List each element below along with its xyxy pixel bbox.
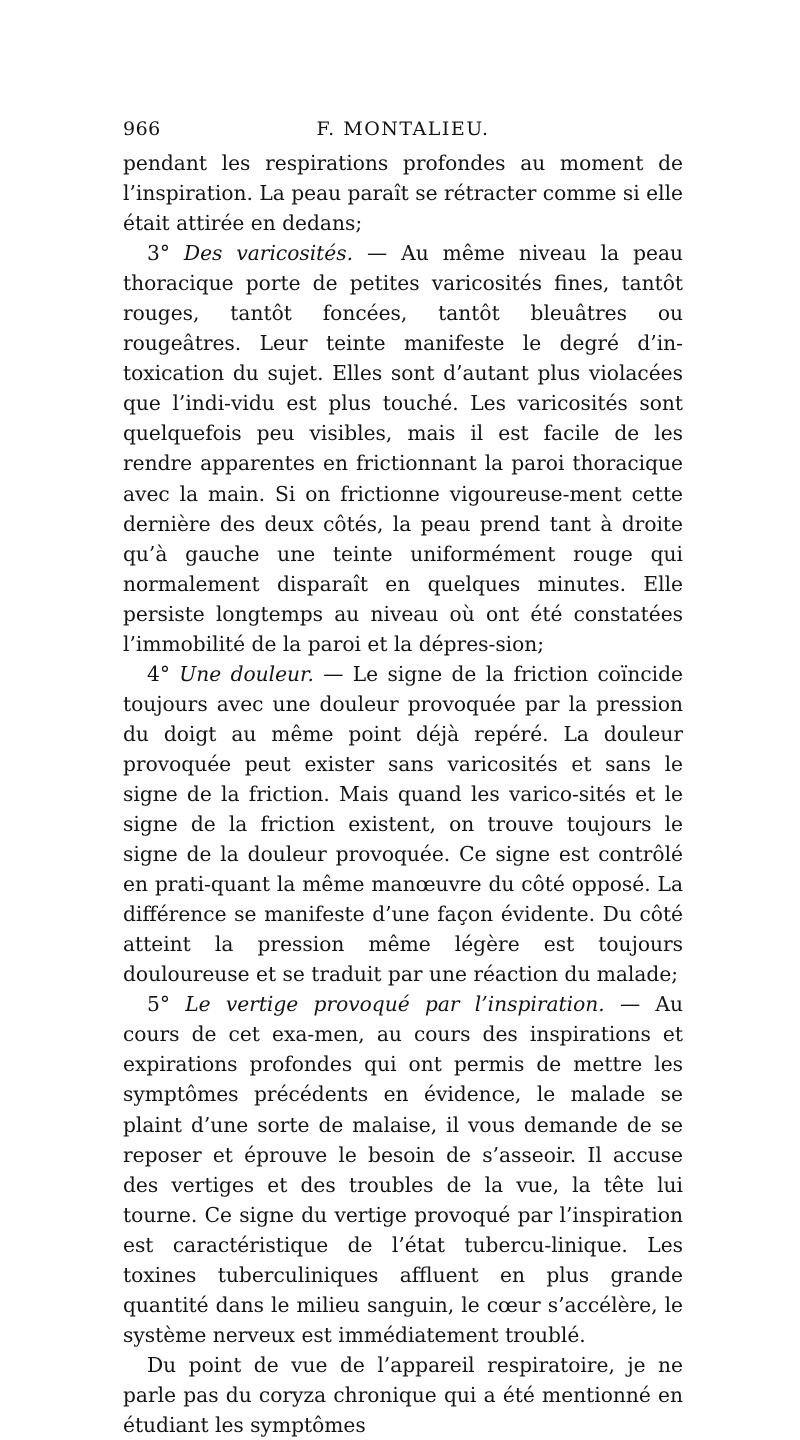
item-title: Des varicosités.	[183, 241, 354, 266]
running-head	[123, 118, 683, 148]
item-title: Une douleur.	[179, 661, 314, 686]
paragraph-continuation	[123, 148, 683, 238]
page-number: 966	[123, 118, 161, 140]
paragraph-text: — Au même niveau la peau thoracique porte de petites varicosités fines, tantôt rouges, tantôt foncées, tantôt bleuâtres ou rougeâtres. Leur teinte manifeste le degré d’in-toxication du sujet. Elles sont d’autant plus violacées que l’indi-vidu est plus touché. Les varicosités sont quelquefois peu visibles, mais il est facile de les rendre apparentes en frictionnant la paroi thoracique avec la main. Si on frictionne vigoureuse-ment cette dernière des deux côtés, la peau prend tant à droite qu’à gauche une teinte uniformément rouge qui normalement disparaît en quelques minutes. Elle persiste longtemps au niveau où ont été constatées l’immobilité de la paroi et la dépres-sion;	[123, 241, 683, 656]
paragraph-vertigo	[123, 989, 683, 1350]
book-page	[123, 118, 683, 1440]
paragraph-varicosities	[123, 238, 683, 659]
body-text	[123, 148, 683, 1440]
paragraph-respiratory	[123, 1350, 683, 1440]
item-title: Le vertige provoqué par l’inspiration.	[185, 992, 605, 1017]
paragraph-text: — Le signe de la friction coïncide toujours avec une douleur provoquée par la pression du doigt au même point déjà repéré. La douleur provoquée peut exister sans varicosités et sans le signe de la friction. Mais quand les varico-sités et le signe de la friction existent, on trouve toujours le signe de la douleur provoquée. Ce signe est contrôlé en prati-quant la même manœuvre du côté opposé. La différence se manifeste d’une façon évidente. Du côté atteint la pression même légère est toujours douloureuse et se traduit par une réaction du malade;	[123, 661, 684, 987]
paragraph-text: — Au cours de cet exa-men, au cours des inspirations et expirations profondes qui ont permis de mettre les symptômes précédents en évidence, le malade se plaint d’une sorte de malaise, il vous demande de se reposer et éprouve le besoin de s’asseoir. Il accuse des vertiges et des troubles de la vue, la tête lui tourne. Ce signe du vertige provoqué par l’inspiration est caractéristique de l’état tubercu-linique. Les toxines tuberculiniques affluent en plus grande quantité dans le milieu sanguin, le cœur s’accélère, le système nerveux est immédiatement troublé.	[123, 992, 683, 1347]
paragraph-text: Du point de vue de l’appareil respiratoire, je ne parle pas du coryza chronique qui a été mentionné en étudiant les symptômes	[123, 1352, 683, 1437]
item-number: 4°	[147, 661, 180, 686]
paragraph-text: pendant les respirations profondes au moment de l’inspiration. La peau paraît se rétracter comme si elle était attirée en dedans;	[123, 151, 683, 236]
paragraph-pain	[123, 659, 683, 990]
item-number: 3°	[147, 241, 184, 266]
running-title: F. MONTALIEU.	[316, 118, 490, 140]
item-number: 5°	[147, 992, 186, 1017]
